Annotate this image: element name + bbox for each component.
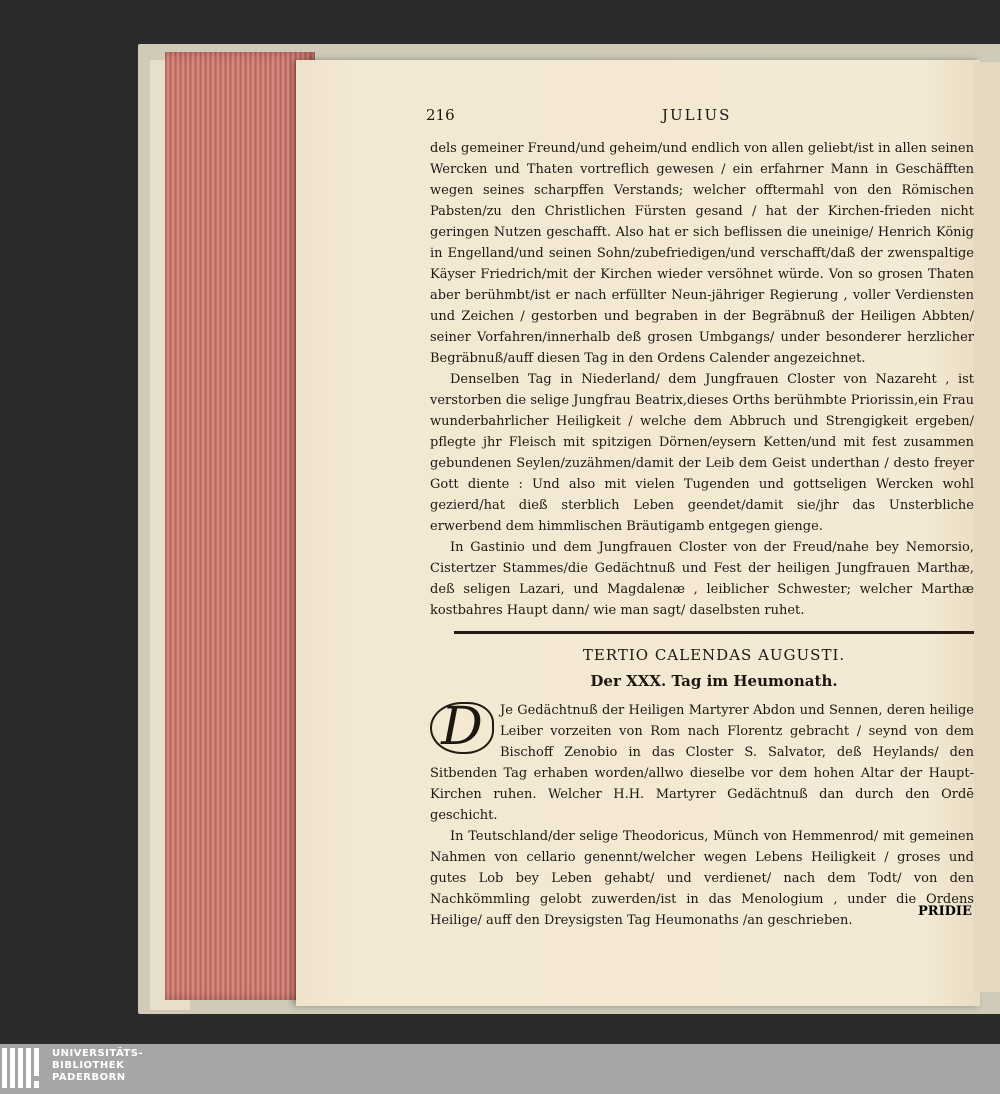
page-text: [426, 104, 974, 931]
paragraph: Denselben Tag in Niederland/ dem Jungfrauen Closter von Nazareht , ist verstorben die selige Jungfrau Beatrix,dieses Orths berühmbte Priorissin,ein Frau wunderbahrlicher Heiligkeit / welche dem Abbruch und Strengigkeit ergeben/ pflegte jhr Fleisch mit spitzigen Dörnen/eysern Ketten/und mit fest zusammen gebundenen Seylen/zuzähmen/damit der Leib dem Geist underthan / desto freyer Gott diente : Und also mit vielen Tugenden und gottseligen Wercken wohl gezierd/hat dieß sterblich Leben geendet/damit sie/jhr das Unsterbliche erwerbend dem himmlischen Bräutigamb entgegen gienge.: [430, 372, 974, 534]
library-logo-icon: [2, 1048, 46, 1088]
library-name-line: BIBLIOTHEK: [52, 1060, 125, 1071]
section-subtitle: Der XXX. Tag im Heumonath.: [590, 672, 838, 690]
drop-cap-initial: D: [430, 702, 494, 754]
library-name: [52, 1048, 143, 1084]
section-divider: [454, 631, 974, 634]
paragraph: In Gastinio und dem Jungfrauen Closter von der Freud/nahe bey Nemorsio, Cistertzer Stammes/die Gedächtnuß und Fest der heiligen Jungfrauen Marthæ, deß seligen Lazari, und Magdalenæ , leiblicher Schwester; welcher Marthæ kostbahres Haupt dann/ wie man sagt/ daselbsten ruhet.: [430, 540, 974, 618]
library-name-line: UNIVERSITÄTS-: [52, 1048, 144, 1059]
library-name-line: PADERBORN: [52, 1072, 126, 1083]
paragraph: dels gemeiner Freund/und geheim/und endlich von allen geliebt/ist in allen seinen Wercken und Thaten vortreflich gewesen / ein erfahrner Mann in Geschäfften wegen seines scharpffen Verstands; welcher offtermahl von den Römischen Pabsten/zu den Christlichen Fürsten gesand / hat der Kirchen-frieden nicht geringen Nutzen geschafft. Also hat er sich beflissen die uneinige/ Henrich König in Engelland/und seinen Sohn/zubefriedigen/und verschafft/daß der zwenspaltige Käyser Friedrich/mit der Kirchen wieder versöhnet würde. Von so grosen Thaten aber berühmbt/ist er nach erfüllter Neun-jähriger Regierung , voller Verdiensten und Zeichen / gestorben und begraben in der Begräbnuß der Heiligen Abbten/ seiner Vorfahren/innerhalb deß grosen Umbgangs/ under besonderer herzlicher Begräbnuß/auff diesen Tag in den Ordens Calender angezeichnet.: [430, 141, 974, 366]
paragraph: Je Gedächtnuß der Heiligen Martyrer Abdon und Sennen, deren heilige Leiber vorzeiten von Rom nach Florentz gebracht / seynd von dem Bischoff Zenobio in das Closter S. Salvator, deß Heylands/ den Sitbenden Tag erhaben worden/allwo dieselbe vor dem hohen Altar der Haupt-Kirchen ruhen. Welcher H.H. Martyrer Gedächtnuß dan durch den Ordē geschicht.: [430, 703, 974, 823]
paragraph: In Teutschland/der selige Theodoricus, Münch von Hemmenrod/ mit gemeinen Nahmen von cellario genennt/welcher wegen Lebens Heiligkeit / groses und gutes Lob bey Leben gehabt/ und verdienet/ nach dem Todt/ von den Nachkömmling gelobt zuwerden/ist in das Menologium , under die Ordens Heilige/ auff den Dreysigsten Tag Heumonaths /an geschrieben.: [430, 829, 974, 928]
library-footer: [0, 1044, 1000, 1094]
page-number: 216: [426, 106, 455, 124]
catchword: PRIDIE: [918, 904, 972, 919]
section-title: TERTIO CALENDAS AUGUSTI.: [582, 646, 846, 664]
red-page-edges: [165, 52, 315, 1000]
decorated-paragraph: [430, 697, 974, 826]
next-page-edge: [974, 62, 1000, 992]
running-head: JULIUS: [662, 106, 732, 124]
page-header: [426, 104, 974, 138]
